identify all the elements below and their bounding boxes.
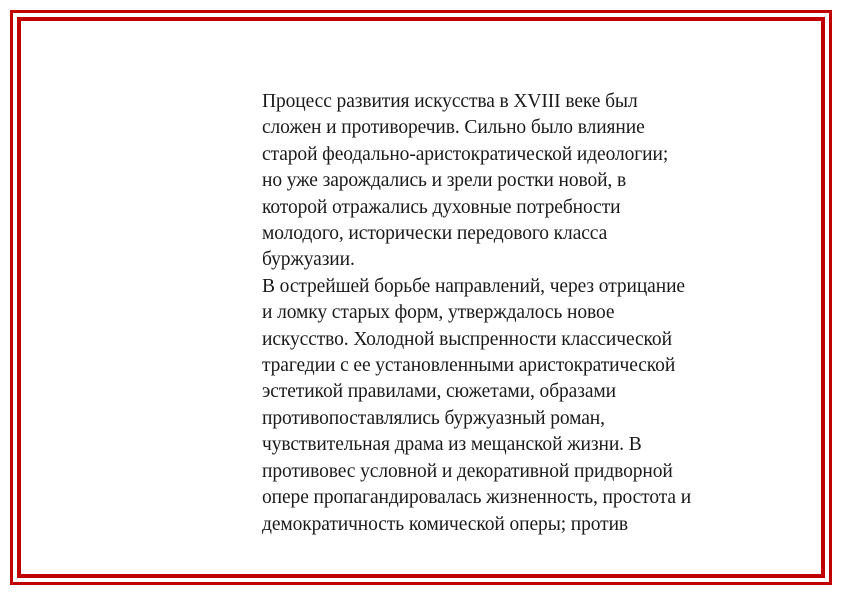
text-line: сложен и противоречив. Сильно было влияние (262, 117, 645, 139)
text-line: которой отражались духовные потребности (262, 196, 621, 218)
text-line: В острейшей борьбе направлений, через отрицание (262, 275, 685, 297)
body-text (262, 89, 782, 538)
text-line: противопоставлялись буржуазный роман, (262, 407, 605, 429)
text-line: эстетикой правилами, сюжетами, образами (262, 381, 616, 403)
text-line: молодого, исторически передового класса (262, 223, 608, 245)
text-line: буржуазии. (262, 249, 355, 271)
text-line: Процесс развития искусства в XVIII веке был (262, 91, 638, 112)
text-line: старой феодально-аристократической идеологии; (262, 143, 669, 165)
text-line: трагедии с ее установленными аристократической (262, 355, 676, 377)
text-line: и ломку старых форм, утверждалось новое (262, 302, 615, 324)
text-line: чувствительная драма из мещанской жизни. В (262, 434, 642, 456)
text-line: демократичность комической оперы; против (262, 513, 629, 535)
text-line: искусство. Холодной выспренности классической (262, 328, 672, 350)
text-line: противовес условной и декоративной придворной (262, 460, 673, 482)
text-line: но уже зарождались и зрели ростки новой, в (262, 170, 627, 192)
text-line: опере пропагандировалась жизненность, простота и (262, 487, 692, 509)
